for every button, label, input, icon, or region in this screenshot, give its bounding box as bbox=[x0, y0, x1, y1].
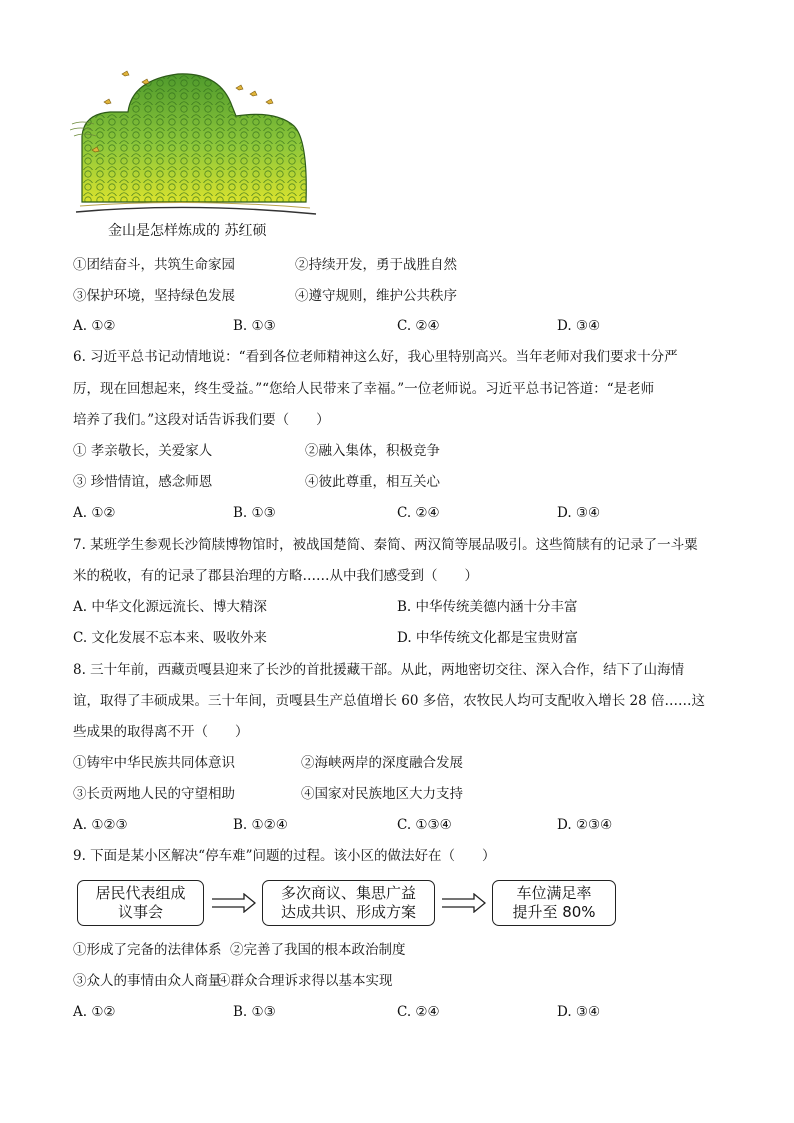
flow-step-2-box bbox=[262, 880, 435, 926]
q8-stem-line-2: 谊，取得了丰硕成果。三十年间，贡嘎县生产总值增长 60 多倍，农牧民人均可支配收入增长 28 倍……这 bbox=[73, 693, 706, 709]
q6-option-1: ① 孝亲敬长，关爱家人 bbox=[73, 443, 213, 459]
q9-option-4: ④群众合理诉求得以基本实现 bbox=[217, 973, 393, 989]
flow-arrow-2-icon bbox=[442, 893, 486, 913]
q5-option-4: ④遵守规则，维护公共秩序 bbox=[295, 288, 457, 304]
flow-step-1-line-1: 居民代表组成 bbox=[95, 884, 186, 902]
q8-stem-line-3: 些成果的取得离不开（ ） bbox=[73, 724, 249, 740]
q6-stem-line-1: 6. 习近平总书记动情地说：“看到各位老师精神这么好，我心里特别高兴。当年老师对我们要求十分严 bbox=[73, 349, 678, 365]
q6-stem-line-2: 厉，现在回想起来，终生受益。”“您给人民带来了幸福。”一位老师说。习近平总书记答道：“是老师 bbox=[73, 381, 655, 397]
q6-answer-b: B. ①③ bbox=[233, 505, 276, 521]
q7-answer-a: A. 中华文化源远流长、博大精深 bbox=[73, 599, 267, 615]
q6-option-4: ④彼此尊重，相互关心 bbox=[305, 474, 440, 490]
q5-answer-d: D. ③④ bbox=[557, 318, 601, 334]
q9-stem-line-1: 9. 下面是某小区解决“停车难”问题的过程。该小区的做法好在（ ） bbox=[73, 848, 496, 864]
q8-option-1: ①铸牢中华民族共同体意识 bbox=[73, 755, 235, 771]
q9-option-1: ①形成了完备的法律体系 bbox=[73, 942, 222, 958]
q8-option-4: ④国家对民族地区大力支持 bbox=[301, 786, 463, 802]
flow-step-1-box bbox=[77, 880, 204, 926]
flow-arrow-1-icon bbox=[212, 893, 256, 913]
q7-answer-d: D. 中华传统文化都是宝贵财富 bbox=[397, 630, 578, 646]
q6-stem-line-3: 培养了我们。”这段对话告诉我们要（ ） bbox=[73, 412, 330, 428]
q5-answer-a: A. ①② bbox=[73, 318, 116, 334]
q8-stem-line-1: 8. 三十年前，西藏贡嘎县迎来了长沙的首批援藏干部。从此，两地密切交往、深入合作，结下了山海情 bbox=[73, 662, 685, 678]
q6-answer-c: C. ②④ bbox=[397, 505, 440, 521]
flow-step-3-line-1: 车位满足率 bbox=[516, 884, 592, 902]
q9-answer-b: B. ①③ bbox=[233, 1004, 276, 1020]
flow-step-1-line-2: 议事会 bbox=[117, 903, 163, 921]
q8-answer-a: A. ①②③ bbox=[73, 817, 128, 833]
q9-option-3: ③众人的事情由众人商量 bbox=[73, 973, 222, 989]
q6-answer-d: D. ③④ bbox=[557, 505, 601, 521]
cartoon-illustration bbox=[70, 66, 318, 220]
q9-option-2: ②完善了我国的根本政治制度 bbox=[230, 942, 406, 958]
q9-answer-a: A. ①② bbox=[73, 1004, 116, 1020]
q7-answer-b: B. 中华传统美德内涵十分丰富 bbox=[397, 599, 578, 615]
flow-step-3-line-2: 提升至 80% bbox=[512, 903, 596, 921]
cartoon-mountain-image bbox=[70, 66, 318, 220]
flow-step-2-line-2: 达成共识、形成方案 bbox=[280, 903, 416, 921]
q5-answer-c: C. ②④ bbox=[397, 318, 440, 334]
q5-option-3: ③保护环境，坚持绿色发展 bbox=[73, 288, 235, 304]
q5-option-2: ②持续开发，勇于战胜自然 bbox=[295, 257, 457, 273]
q8-option-3: ③长贡两地人民的守望相助 bbox=[73, 786, 235, 802]
q7-stem-line-2: 米的税收，有的记录了郡县治理的方略……从中我们感受到（ ） bbox=[73, 568, 478, 584]
q8-option-2: ②海峡两岸的深度融合发展 bbox=[301, 755, 463, 771]
q9-answer-d: D. ③④ bbox=[557, 1004, 601, 1020]
q8-answer-b: B. ①②④ bbox=[233, 817, 288, 833]
q7-answer-c: C. 文化发展不忘本来、吸收外来 bbox=[73, 630, 267, 646]
q6-answer-a: A. ①② bbox=[73, 505, 116, 521]
flow-step-3-box bbox=[492, 880, 616, 926]
flow-step-2-line-1: 多次商议、集思广益 bbox=[280, 884, 416, 902]
q8-answer-d: D. ②③④ bbox=[557, 817, 613, 833]
q5-answer-b: B. ①③ bbox=[233, 318, 276, 334]
q6-option-2: ②融入集体，积极竞争 bbox=[305, 443, 440, 459]
q8-answer-c: C. ①③④ bbox=[397, 817, 452, 833]
cartoon-caption: 金山是怎样炼成的 苏红硕 bbox=[108, 223, 267, 239]
q5-option-1: ①团结奋斗，共筑生命家园 bbox=[73, 257, 235, 273]
q7-stem-line-1: 7. 某班学生参观长沙简牍博物馆时，被战国楚简、秦简、两汉简等展品吸引。这些简牍有的记录了一斗粟 bbox=[73, 537, 698, 553]
q9-answer-c: C. ②④ bbox=[397, 1004, 440, 1020]
q6-option-3: ③ 珍惜情谊，感念师恩 bbox=[73, 474, 213, 490]
